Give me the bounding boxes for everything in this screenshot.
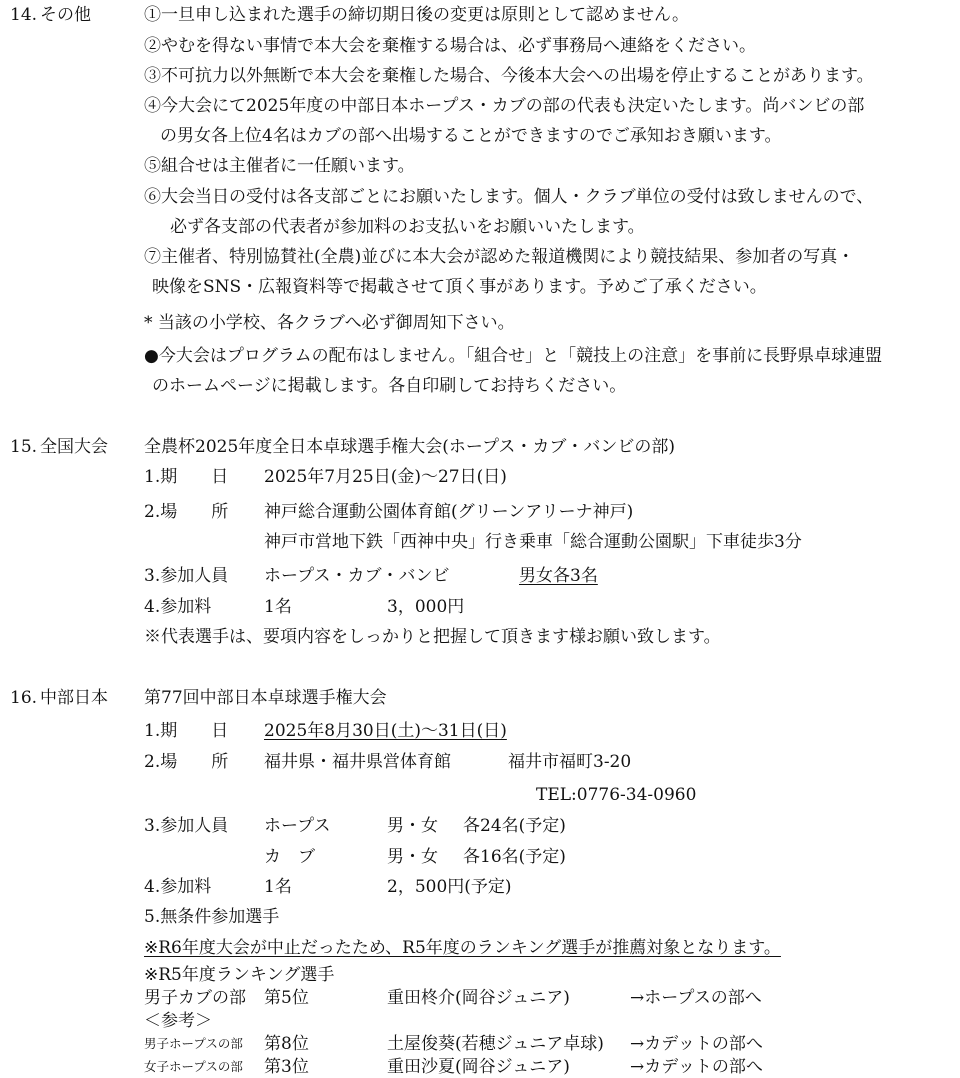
sec14-line: ●今大会はプログラムの配布はしません。「組合せ」と「競技上の注意」を事前に長野県卓球連盟 xyxy=(144,346,883,366)
sec16-tel: TEL:0776-34-0960 xyxy=(536,785,697,805)
sec16-member-count: 各16名(予定) xyxy=(463,847,566,867)
sec15-venue-access: 神戸市営地下鉄「西神中央」行き乗車「総合運動公園駅」下車徒歩3分 xyxy=(264,532,802,552)
sec14-line: * 当該の小学校、各クラブへ必ず御周知下さい。 xyxy=(144,313,515,333)
sec14-line: ①一旦申し込まれた選手の締切期日後の変更は原則として認めません。 xyxy=(144,5,690,25)
sec16-fee-amount: 2，500円(予定) xyxy=(387,877,512,897)
sec15-fee-amount: 3，000円 xyxy=(387,597,465,617)
sec15-members-label: 3.参加人員 xyxy=(144,566,229,586)
sec16-uncond-label: 5.無条件参加選手 xyxy=(144,907,280,927)
section-15-number: 15. xyxy=(10,437,38,457)
sec16-member-gender: 男・女 xyxy=(387,847,438,867)
ref-place: 第8位 xyxy=(264,1034,309,1054)
sec15-date-value: 2025年7月25日(金)～27日(日) xyxy=(264,467,507,487)
section-16-number: 16. xyxy=(10,688,38,708)
sec16-uncond-note: ※R6年度大会が中止だったため、R5年度のランキング選手が推薦対象となります。 xyxy=(144,938,781,958)
sec16-date-label: 1.期 日 xyxy=(144,721,229,741)
rank-division: 男子カブの部 xyxy=(144,988,246,1008)
sec16-member-category: ホープス xyxy=(264,816,331,836)
sec14-line: ③不可抗力以外無断で本大会を棄権した場合、今後本大会への出場を停止することがあります。 xyxy=(144,66,874,86)
sec15-members-count: 男女各3名 xyxy=(519,566,598,586)
sec14-line: ⑤組合せは主催者に一任願います。 xyxy=(144,156,415,176)
ref-place: 第3位 xyxy=(264,1057,309,1077)
sec15-venue-label: 2.場 所 xyxy=(144,502,229,522)
sec14-line: ⑥大会当日の受付は各支部ごとにお願いたします。個人・クラブ単位の受付は致しませんので、 xyxy=(144,187,874,207)
sec14-line: 必ず各支部の代表者が参加料のお支払いをお願いいたします。 xyxy=(170,217,645,237)
section-14-number: 14. xyxy=(10,5,38,25)
rank-destination: →ホープスの部へ xyxy=(630,988,762,1008)
sec16-member-gender: 男・女 xyxy=(387,816,438,836)
sec16-venue-label: 2.場 所 xyxy=(144,752,229,772)
ref-division: 女子ホープスの部 xyxy=(144,1059,243,1074)
rank-player-name: 重田柊介(岡谷ジュニア) xyxy=(387,988,570,1008)
section-14-title: その他 xyxy=(40,5,91,25)
sec16-event: 第77回中部日本卓球選手権大会 xyxy=(144,688,387,708)
sec14-line: の男女各上位4名はカブの部へ出場することができますのでご承知おき願います。 xyxy=(160,126,782,146)
ref-player-name: 重田沙夏(岡谷ジュニア) xyxy=(387,1057,570,1077)
sec16-fee-label: 4.参加料 xyxy=(144,877,212,897)
rank-place: 第5位 xyxy=(264,988,309,1008)
ref-division: 男子ホープスの部 xyxy=(144,1036,243,1051)
sec16-ranking-head: ※R5年度ランキング選手 xyxy=(144,965,335,985)
sec14-line: のホームページに掲載します。各自印刷してお持ちください。 xyxy=(152,376,627,396)
sec15-fee-label: 4.参加料 xyxy=(144,597,212,617)
sec16-member-count: 各24名(予定) xyxy=(463,816,566,836)
sec14-line: 映像をSNS・広報資料等で掲載させて頂く事があります。予めご了承ください。 xyxy=(152,277,767,297)
reference-label: ＜参考＞ xyxy=(144,1011,212,1031)
sec16-member-category: カ ブ xyxy=(264,847,315,867)
sec14-line: ⑦主催者、特別協賛社(全農)並びに本大会が認めた報道機関により競技結果、参加者の写真・ xyxy=(144,247,855,267)
sec15-date-label: 1.期 日 xyxy=(144,467,229,487)
sec15-event: 全農杯2025年度全日本卓球選手権大会(ホープス・カブ・バンビの部) xyxy=(144,437,675,457)
sec14-line: ②やむを得ない事情で本大会を棄権する場合は、必ず事務局へ連絡をください。 xyxy=(144,36,756,56)
ref-player-name: 土屋俊葵(若穂ジュニア卓球) xyxy=(387,1034,604,1054)
sec16-date-value: 2025年8月30日(土)～31日(日) xyxy=(264,721,507,741)
section-15-title: 全国大会 xyxy=(40,437,108,457)
section-16-title: 中部日本 xyxy=(40,688,108,708)
sec16-members-label: 3.参加人員 xyxy=(144,816,229,836)
sec15-venue-value: 神戸総合運動公園体育館(グリーンアリーナ神戸) xyxy=(264,502,634,522)
ref-destination: →カデットの部へ xyxy=(630,1057,763,1077)
sec16-venue-address: 福井市福町3-20 xyxy=(508,752,632,772)
ref-destination: →カデットの部へ xyxy=(630,1034,763,1054)
sec16-fee-unit: 1名 xyxy=(264,877,292,897)
sec15-fee-unit: 1名 xyxy=(264,597,292,617)
sec14-line: ④今大会にて2025年度の中部日本ホープス・カブの部の代表も決定いたします。尚バンビの部 xyxy=(144,96,865,116)
sec15-members-value: ホープス・カブ・バンビ xyxy=(264,566,450,586)
sec16-venue-value: 福井県・福井県営体育館 xyxy=(264,752,451,772)
sec15-note: ※代表選手は、要項内容をしっかりと把握して頂きます様お願い致します。 xyxy=(144,627,721,647)
